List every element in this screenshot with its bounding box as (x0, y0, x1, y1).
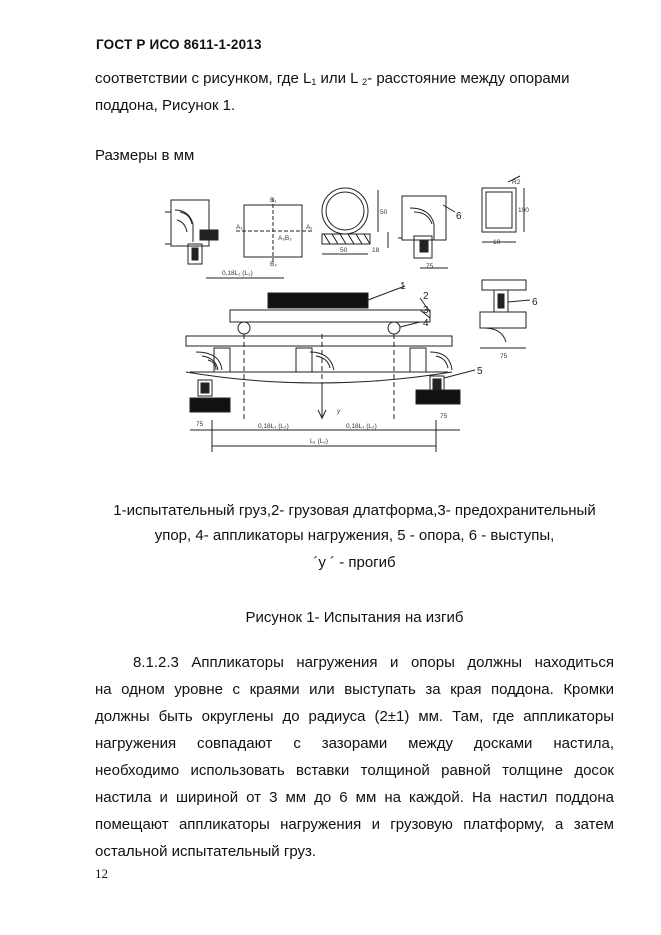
body-line-2: на одном уровне с краями или выступать за края поддона. Кромки (95, 681, 614, 698)
intro-text-a: соответствии с рисунком, где L (95, 70, 312, 87)
dim-75-left: 75 (196, 421, 204, 428)
body-line-3: должны быть округлены до радиуса (2±1) мм. Там, где аппликаторы (95, 708, 614, 725)
label-a1-right: A₁ (306, 224, 313, 231)
figure-title: Рисунок 1- Испытания на изгиб (245, 609, 464, 626)
dim-50-vert: 50 (380, 209, 388, 216)
dim-r2: R2 (512, 179, 521, 186)
body-line-8: остальной испытательный груз. (95, 843, 317, 860)
body-line-6: настила и шириной от 3 мм до 6 мм на каждой. На настил поддона (95, 789, 614, 806)
dimensions-note: Размеры в мм (95, 147, 195, 164)
caption-line-2: упор, 4- аппликаторы нагружения, 5 - опора, 6 - выступы, (154, 527, 555, 544)
dim-l1: L₁ (L₂) (310, 438, 329, 445)
callout-6a: 6 (456, 211, 462, 222)
dim-10: 10 (493, 239, 501, 246)
callout-1: 1 (400, 281, 406, 292)
dim-100: 100 (518, 207, 529, 214)
detail-contact-area (236, 198, 312, 264)
body-line-4: нагружения совпадают с зазорами между досками настила, (95, 735, 614, 752)
label-a2b2: A₂B₂ (278, 235, 292, 242)
callout-2: 2 (423, 291, 429, 302)
intro-sub-2: 2 (362, 77, 368, 87)
page-number: 12 (95, 866, 108, 881)
dim-75-top: 75 (426, 263, 434, 270)
caption-line-3: ´у ´ - прогиб (313, 554, 396, 571)
dim-75-bottom: 75 (440, 413, 448, 420)
intro-sub-1: 1 (311, 77, 317, 87)
dim-018-left: 0,18L₁ (L₂) (258, 423, 289, 430)
callout-3: 3 (423, 305, 429, 316)
body-line-7: помещают аппликаторы нагружения и грузовую платформу, а затем (95, 816, 614, 833)
callout-5: 5 (477, 366, 483, 377)
detail-support-left (165, 200, 218, 264)
detail-pipe-applicator (322, 188, 388, 254)
detail-projection (480, 280, 530, 348)
caption-line-1: 1-испытательный груз,2- грузовая длатформа,3- предохранительный (113, 502, 596, 519)
label-a1-left: A₁ (236, 224, 243, 231)
body-line-5: необходимо использовать вставки толщиной равной толщине досок (95, 762, 614, 779)
dim-018-top: 0,18L₁ (L₂) (222, 270, 253, 277)
dim-018-right: 0,18L₁ (L₂) (346, 423, 377, 430)
intro-text-c: - расстояние между опорами (367, 70, 570, 87)
dim-18: 18 (372, 247, 380, 254)
main-assembly (186, 293, 460, 452)
document-header: ГОСТ Р ИСО 8611-1-2013 (96, 37, 262, 52)
intro-line-2: поддона, Рисунок 1. (95, 97, 236, 114)
label-b1: B₁ (270, 197, 277, 204)
intro-text-b: или L (316, 70, 358, 87)
dim-50-pipe: 50 (340, 247, 348, 254)
callout-6b: 6 (532, 297, 538, 308)
label-y: y (337, 408, 341, 415)
body-line-1: 8.1.2.3 Аппликаторы нагружения и опоры должны находиться (133, 654, 614, 671)
callout-4: 4 (423, 318, 429, 329)
label-b2: B₂ (270, 261, 277, 268)
detail-support-right (398, 196, 455, 268)
dim-75-right: 75 (500, 353, 508, 360)
